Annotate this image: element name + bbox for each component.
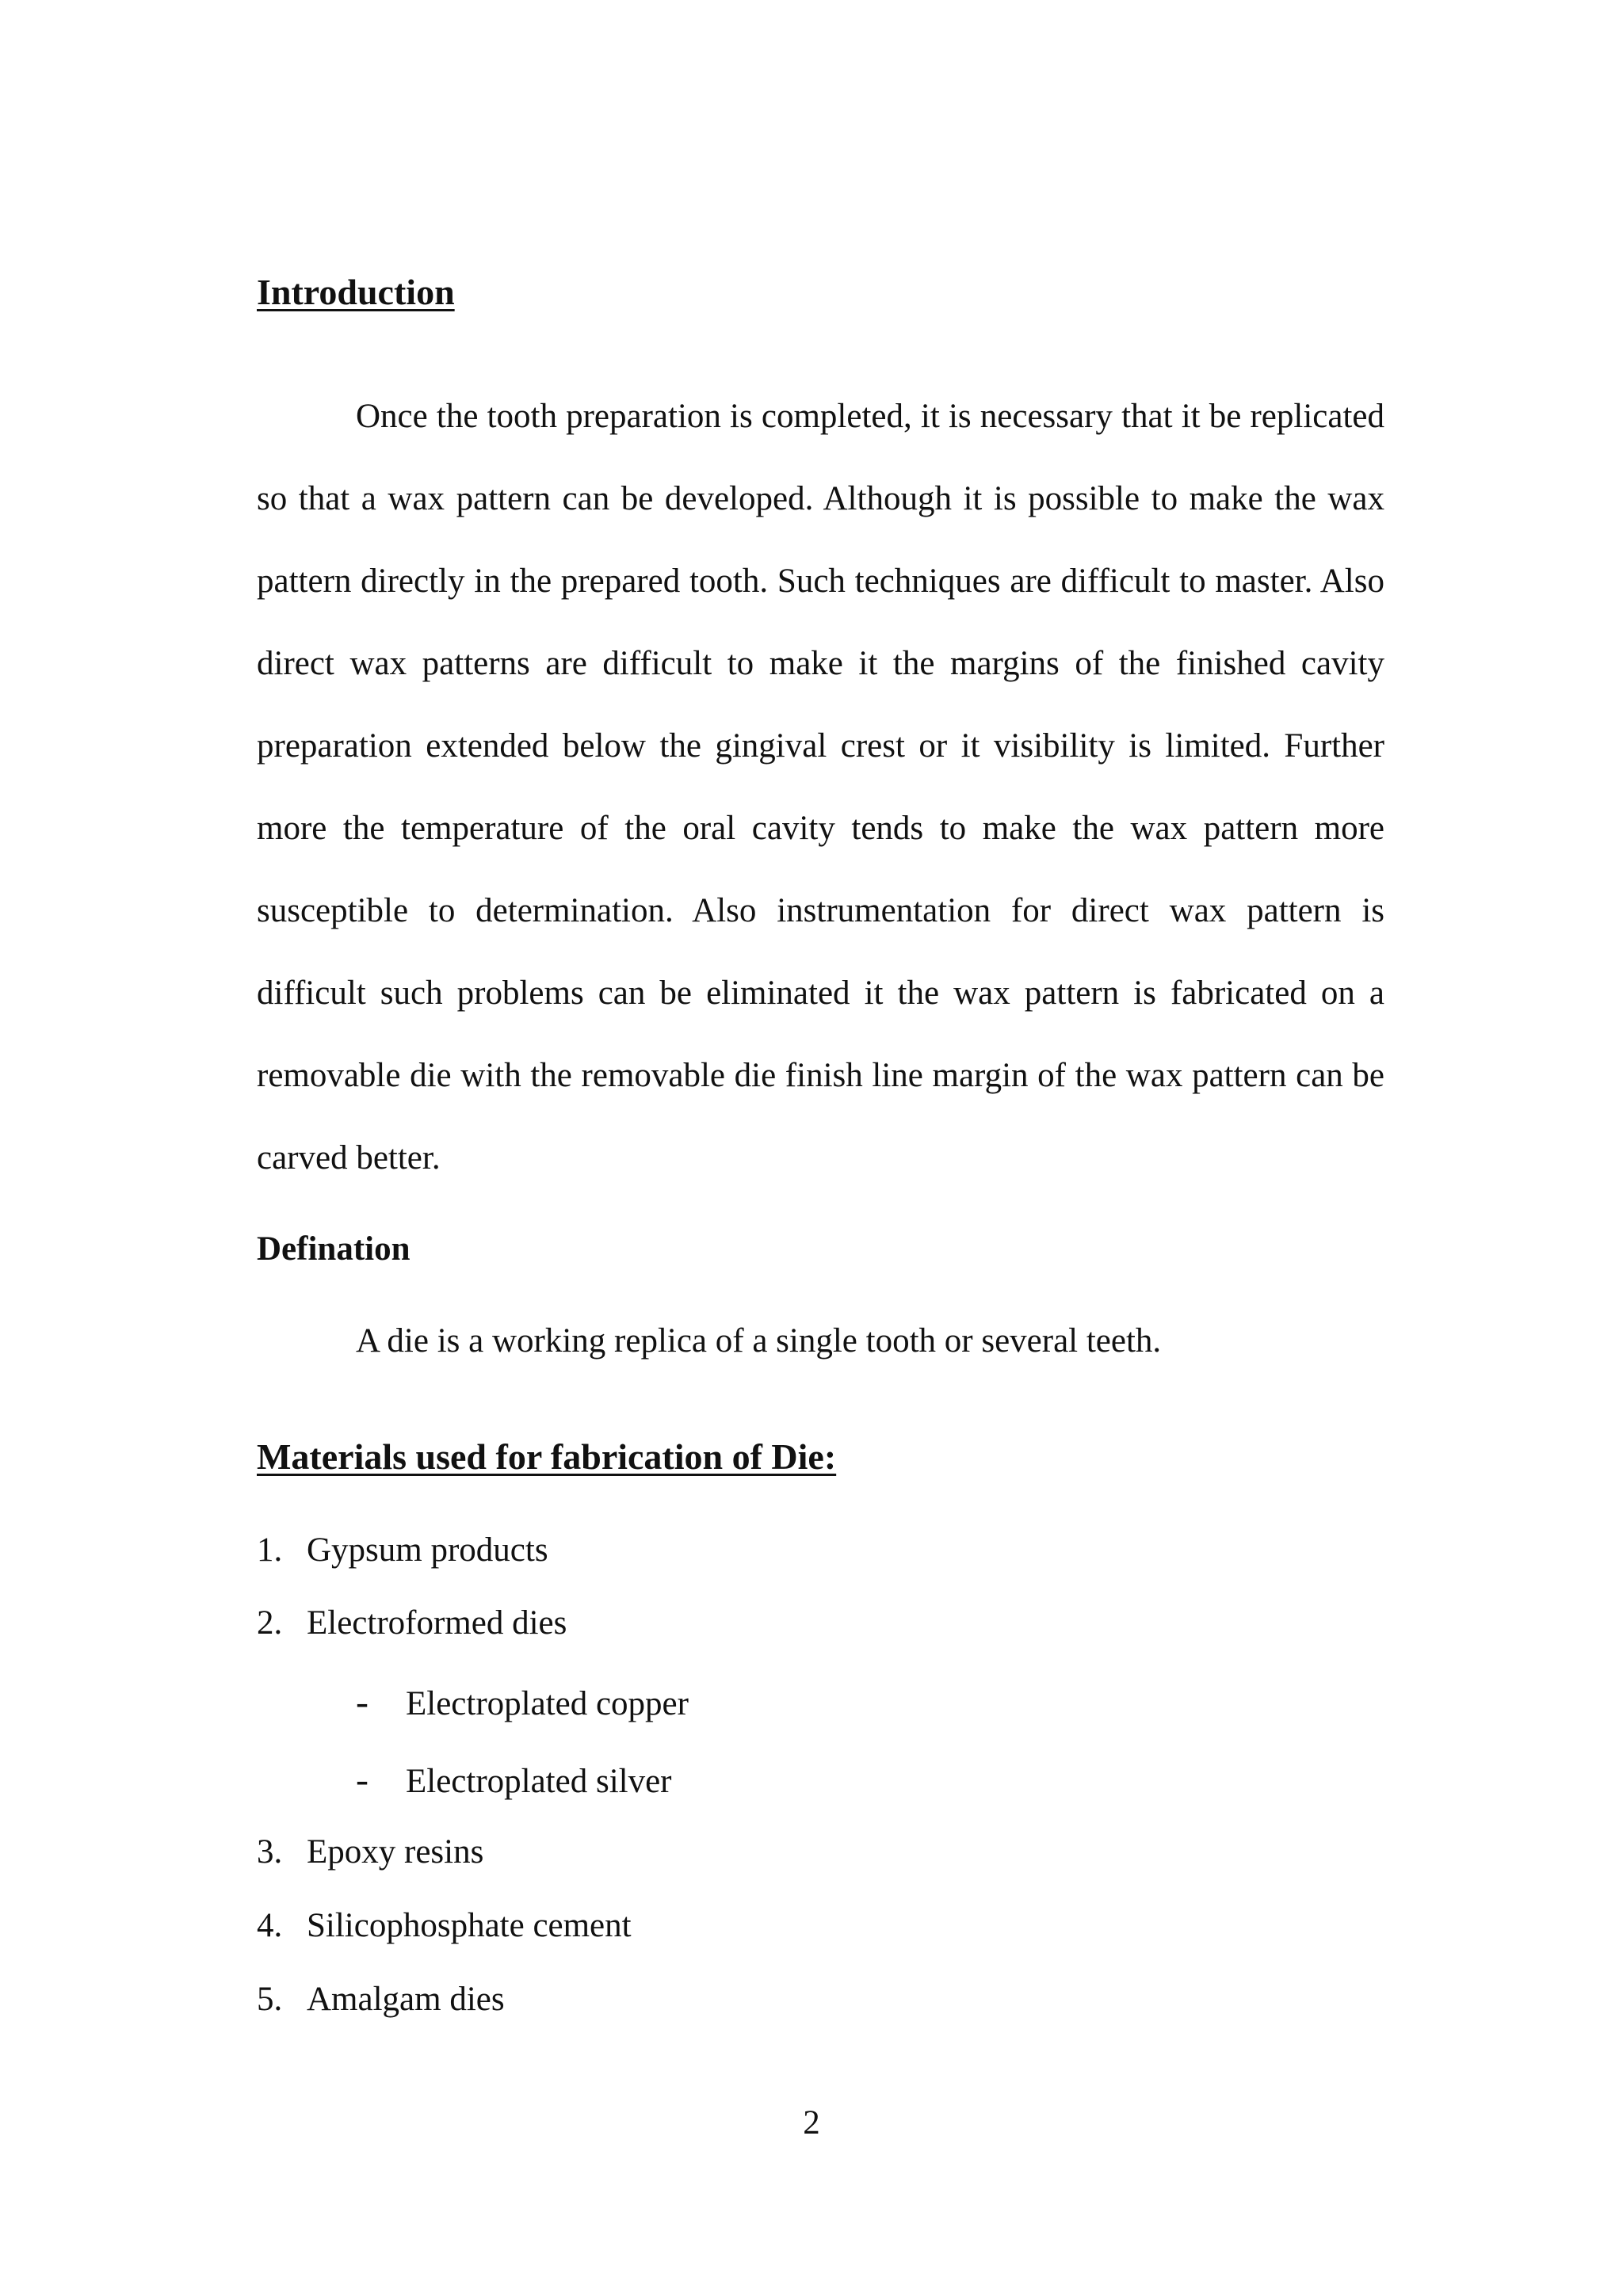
sub-list-item [356,1680,689,1724]
list-item [257,1604,567,1651]
materials-heading: Materials used for fabrication of Die: [257,1436,837,1477]
definition-heading: Defination [257,1230,411,1268]
list-item [257,1906,632,1954]
definition-text: A die is a working replica of a single tooth or several teeth. [356,1322,1162,1360]
introduction-heading: Introduction [257,272,455,312]
dash-bullet: - [356,1759,369,1801]
list-item-number: 2. [257,1604,283,1642]
sub-list-item-label: Electroplated copper [406,1685,689,1722]
list-item-label: Epoxy resins [307,1833,484,1871]
list-item-label: Electroformed dies [307,1604,567,1642]
list-item-number: 5. [257,1981,283,2018]
sub-list-item [356,1758,672,1802]
list-item [257,1531,548,1578]
introduction-paragraph: Once the tooth preparation is completed, it is necessary that it be replicated so that a wax pattern can be developed. Although it is possible to make the wax pattern directly in the prepared tooth. Such techniques are difficult to master. Also direct wax patterns are difficult to make it the margins of the finished cavity preparation extended below the gingival crest or it visibility is limited. Further more the temperature of the oral cavity tends to make the wax pattern more susceptible to determination. Also instrumentation for direct wax pattern is difficult such problems can be eliminated it the wax pattern is fabricated on a removable die with the removable die finish line margin of the wax pattern can be carved better. [257,398,1384,1177]
sub-list-item-label: Electroplated silver [406,1763,672,1800]
list-item [257,1980,505,2027]
list-item [257,1833,483,1880]
list-item-number: 4. [257,1907,283,1944]
dash-bullet: - [356,1681,369,1723]
list-item-label: Silicophosphate cement [307,1907,632,1944]
list-item-label: Gypsum products [307,1531,548,1569]
list-item-label: Amalgam dies [307,1981,505,2018]
list-item-number: 1. [257,1531,283,1569]
list-item-number: 3. [257,1833,283,1871]
page-number: 2 [803,2104,820,2142]
